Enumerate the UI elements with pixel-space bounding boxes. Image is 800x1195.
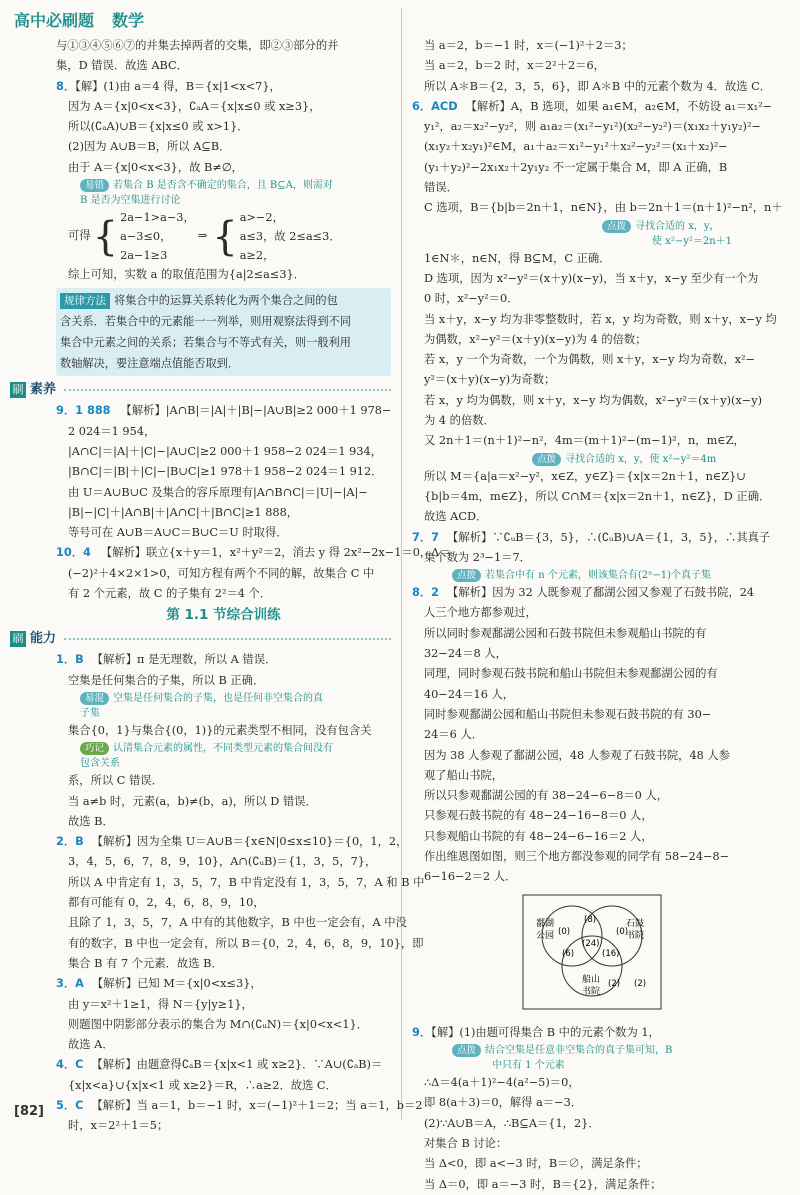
q2-line: 集合 B 有 7 个元素．故选 B． [68, 956, 223, 970]
q8-line: 24＝6 人． [424, 728, 484, 742]
venn-value-b: (0) [616, 926, 629, 937]
system-line: a−3≤0， [120, 230, 172, 244]
q6-line: 1∈N＊，n∈N，得 B⊆M，C 正确． [424, 251, 611, 265]
system-line: 2a−1>a−3， [120, 211, 195, 225]
q7-line: 集个数为 2³−1＝7． [424, 550, 531, 564]
q8-line: 所以只参观鄱湖公园的有 38−24−6−8＝0 人， [424, 789, 669, 803]
system-line: a≤3，故 2≤a≤3． [239, 230, 341, 244]
q8-line: 因为 38 人参观了鄱湖公园，48 人参观了石鼓书院，48 人参 [424, 748, 731, 762]
q1-line: 1．B 【解析】π 是无理数，所以 A 错误． [56, 653, 277, 667]
q4-line: {x|x<a}∪{x|x<1 或 x≥2}＝R，∴a≥2．故选 C． [68, 1078, 337, 1092]
venn-value-ac: (6) [562, 948, 575, 959]
q9-line: 9．1 888 【解析】|A∩B|＝|A|＋|B|−|A∪B|≥2 000＋1 978− [56, 404, 392, 418]
method-box: 规律方法 将集合中的运算关系转化为两个集合之间的包 含关系．若集合中的元素能一一列举，则用观察法得到不同 集合中元素之间的关系；若集合与不等式有关，则一般利用 数轴解决，要注意端点值能否取到． [56, 288, 391, 376]
q6-line: 又 2n＋1＝(n＋1)²−n²，4m＝(m＋1)²−(m−1)²，n，m∈Z， [424, 434, 745, 448]
q9-line: |A∩C|＝|A|＋|C|−|A∪C|≥2 000＋1 958−2 024＝1 934， [68, 444, 383, 458]
q2-line: 所以 A 中肯定有 1，3，5，7，B 中肯定没有 1，3，5，7，A 和 B 中 [68, 875, 425, 889]
q6-line: 所以 M＝{a|a＝x²−y²，x∈Z，y∈Z}＝{x|x＝2n＋1，n∈Z}∪ [424, 469, 746, 483]
page-header [14, 6, 144, 32]
q10-line: (−2)²＋4×2×1>0，可知方程有两个不同的解，故集合 C 中 [68, 566, 375, 580]
venn-value-bc: (16) [602, 948, 620, 959]
q4-line: 4．C 【解析】由题意得∁ₐB＝{x|x<1 或 x≥2}．∵A∪(∁ₐB)＝ [56, 1058, 383, 1072]
q6-line: 若 x，y 一个为奇数，一个为偶数，则 x＋y，x−y 均为奇数，x²− [424, 353, 755, 367]
q7-note: 点拨 若集合中有 n 个元素，则该集合有(2ⁿ−1)个真子集 [412, 568, 784, 583]
q9-line: 2 024＝1 954， [68, 424, 156, 438]
subject-title: 数学 [112, 10, 145, 30]
q10-line: 10．4 【解析】联立{x＋y＝1，x²＋y²＝2，消去 y 得 2x²−2x−1＝0，Δ＝ [56, 546, 451, 560]
q1-line: 集合{0，1}与集合{(0，1)}的元素类型不相同，没有包含关 [68, 723, 372, 737]
venn-label-a2: 公园 [536, 930, 555, 941]
q6-line: {b|b＝4m，m∈Z}，所以 C∩M＝{x|x＝2n＋1，n∈Z}，D 正确． [424, 489, 771, 503]
q5-continued-line: 所以 A＊B＝{2，3，5，6}，即 A＊B 中的元素个数为 4．故选 C． [424, 79, 772, 93]
question-number: 8． [56, 79, 76, 93]
q6-note: 点拨 寻找合适的 x，y， [412, 219, 784, 234]
method-tag: 规律方法 [60, 293, 110, 309]
q8-line: 人三个地方都参观过， [424, 606, 537, 620]
q8-line: 观了船山书院， [424, 768, 504, 782]
venn-value-abc: (24) [582, 938, 600, 949]
q8-line: 由于 A＝{x|0<x<3}，故 B≠∅， [68, 160, 243, 174]
q1-note: 包含关系 [80, 758, 120, 770]
brush-icon: 刷 [10, 631, 26, 647]
system-line: a>−2， [239, 211, 284, 225]
q8-line: 所以(∁ₐA)∪B＝{x|x≤0 或 x>1}． [68, 120, 249, 134]
q6-line: 0 时，x²−y²＝0． [424, 292, 519, 306]
venn-label-a1: 鄱湖 [536, 918, 555, 929]
q1-note: 易混 空集是任何集合的子集，也是任何非空集合的真 [56, 691, 391, 706]
inequality-system: 可得 { 2a−1>a−3， a−3≤0， 2a−1≥3 ⇒ { a>−2， a≤3，故 2≤a≤3． a≥2， [56, 208, 391, 265]
q6-line: (y₁＋y₂)²−2x₁x₂＋2y₁y₂ 不一定属于集合 M，即 A 正确，B [424, 160, 728, 174]
q9-line: |B∩C|＝|B|＋|C|−|B∪C|≥1 978＋1 958−2 024＝1 912． [68, 465, 383, 479]
q9-line: (2)∵A∪B＝A，∴B⊆A＝{1，2}． [424, 1116, 600, 1130]
system-prefix: 可得 [68, 229, 91, 243]
method-line: 数轴解决，要注意端点值能否取到． [60, 357, 240, 371]
q8-line: 同时参观鄱湖公园和船山书院但未参观石鼓书院的有 30− [424, 707, 712, 721]
q6-line: 故选 ACD． [424, 510, 488, 524]
intro-line: 集，D 错误．故选 ABC． [56, 59, 188, 73]
q6-line: y²＝(x＋y)(x−y)为奇数； [424, 373, 556, 387]
q8-line: 作出维恩图如图，则三个地方都没参观的同学有 58−24−8− [424, 849, 730, 863]
q3-line: 3．A 【解析】已知 M＝{x|0<x≤3}， [56, 977, 262, 991]
q8-note: B 是否为空集进行讨论 [80, 195, 181, 207]
left-column [12, 36, 451, 1137]
section-label: 素养 [30, 382, 57, 398]
q9-line: ∴Δ＝4(a＋1)²−4(a²−5)＝0， [424, 1076, 580, 1090]
method-line: 含关系．若集合中的元素能一一列举，则用观察法得到不同 [60, 315, 351, 329]
q1-line: 当 a≠b 时，元素(a，b)≠(b，a)，所以 D 错误． [68, 794, 317, 808]
q6-line: 当 x＋y，x−y 均为非零整数时，若 x，y 均为奇数，则 x＋y，x−y 均 [424, 312, 777, 326]
left-brace-icon: { [212, 213, 238, 260]
q6-line: D 选项，因为 x²−y²＝(x＋y)(x−y)，当 x＋y，x−y 至少有一个为 [424, 271, 759, 285]
book-title: 高中必刷题 [14, 10, 95, 30]
note-tag: 易错 [80, 179, 109, 192]
q6-note: 使 x²−y²＝2n＋1 [652, 235, 733, 247]
q3-line: 则题图中阴影部分表示的集合为 M∩(∁ᵤN)＝{x|0<x<1}． [68, 1017, 368, 1031]
q8-conclusion: 综上可知，实数 a 的取值范围为{a|2≤a≤3}． [68, 268, 306, 282]
q5-continued-line: 当 a＝2，b＝2 时，x＝2²＋2＝6， [424, 59, 605, 73]
q1-line: 空集是任何集合的子集，所以 B 正确． [68, 673, 265, 687]
q8-line: 只参观船山书院的有 48−24−6−16＝2 人， [424, 829, 653, 843]
q2-line: 且除了 1，3，5，7，A 中有的其他数字，B 中也一定会有，A 中没 [68, 916, 407, 930]
section-header [10, 379, 391, 401]
q9-line: 当 Δ<0，即 a<−3 时，B＝∅，满足条件； [424, 1157, 648, 1171]
q9-line: |B|−|C|＋|A∩B|＋|A∩C|＋|B∩C|≥1 888， [68, 505, 299, 519]
venn-diagram [522, 894, 662, 1010]
q8-line: 只参观石鼓书院的有 48−24−16−8＝0 人， [424, 809, 653, 823]
q9-note: 中只有 1 个元素 [492, 1060, 565, 1072]
q8-line: 40−24＝16 人， [424, 687, 515, 701]
q8-line: (2)因为 A∪B＝B，所以 A⊆B． [68, 140, 231, 154]
q8-line: 所以同时参观鄱湖公园和石鼓书院但未参观船山书院的有 [424, 626, 707, 640]
q6-line: 为偶数，x²−y²＝(x＋y)(x−y)为 4 的倍数； [424, 332, 647, 346]
q6-line: 6．ACD 【解析】A，B 选项，如果 a₁∈M，a₂∈M，不妨设 a₁＝x₁²− [412, 99, 773, 113]
venn-label-b2: 书院 [626, 930, 645, 941]
venn-label-c1: 船山 [582, 974, 601, 985]
q8-line: 32−24＝8 人， [424, 647, 507, 661]
intro-line: 与①③④⑤⑥⑦的并集去掉两者的交集，即②③部分的并 [56, 39, 339, 52]
q6-line: y₁²，a₂＝x₂²−y₂²，则 a₁a₂＝(x₁²−y₁²)(x₂²−y₂²)＝(x₁x₂＋y₁y₂)²− [424, 120, 761, 134]
page-number: [82] [14, 1104, 44, 1119]
q9-line: 9．【解】(1)由题可得集合 B 中的元素个数为 1， [412, 1025, 660, 1039]
q6-line: (x₁y₂＋x₂y₁)²∈M，a₁＋a₂＝x₁²−y₁²＋x₂²−y₂²＝(x₁＋x₂)²− [424, 140, 728, 154]
q10-line: 有 2 个元素，故 C 的子集有 2²＝4 个． [68, 587, 272, 601]
venn-value-a: (0) [558, 926, 571, 937]
section-label: 能力 [30, 631, 57, 647]
q9-line: 由 U＝A∪B∪C 及集合的容斥原理有|A∩B∩C|＝|U|−|A|− [68, 485, 368, 499]
q1-note: 巧记 认清集合元素的属性，不同类型元素的集合间没有 [56, 741, 391, 756]
q6-line: 错误． [424, 181, 458, 195]
q6-line: C 选项，B＝{b|b＝2n＋1，n∈N}，由 b＝2n＋1＝(n＋1)²−n²，n＋ [424, 201, 783, 215]
q8-line: 8．【解】(1)由 a＝4 得，B＝{x|1<x<7}， [56, 79, 281, 93]
q7-line: 7．7 【解析】∵∁ᵤB＝{3，5}，∴(∁ᵤB)∪A＝{1，3，5}，∴其真子 [412, 530, 771, 544]
q3-line: 故选 A． [68, 1038, 114, 1052]
q8-line: 同理，同时参观石鼓书院和船山书院但未参观鄱湖公园的有 [424, 667, 718, 681]
q9-line: 对集合 B 讨论： [424, 1137, 508, 1151]
q9-note: 点拨 结合空集是任意非空集合的真子集可知，B [412, 1043, 784, 1058]
q6-note: 点拨 寻找合适的 x，y，使 x²−y²＝4m [412, 452, 784, 467]
method-line: 集合中元素之间的关系；若集合与不等式有关，则一般利用 [60, 336, 351, 350]
q6-line: 若 x，y 均为偶数，则 x＋y，x−y 均为偶数，x²−y²＝(x＋y)(x−y) [424, 393, 763, 407]
q3-line: 由 y＝x²＋1≥1，得 N＝{y|y≥1}， [68, 997, 253, 1011]
q2-line: 3，4，5，6，7，8，9，10}，A∩(∁ᵤB)＝{1，3，5，7}， [68, 855, 377, 869]
system-line: a≥2， [239, 249, 275, 263]
q6-line: 为 4 的倍数． [424, 414, 495, 428]
brush-icon: 刷 [10, 382, 26, 398]
right-column [412, 36, 784, 1195]
q2-line: 都有可能有 0，2，4，6，8，9，10， [68, 896, 265, 910]
q2-line: 有的数字，B 中也一定会有，所以 B＝{0，2，4，6，8，9，10}，即 [68, 936, 424, 950]
q9-line: 当 Δ＝0，即 a＝−3 时，B＝{2}，满足条件； [424, 1177, 662, 1191]
venn-label-b1: 石鼓 [626, 918, 645, 929]
q9-line: 即 8(a＋3)＝0，解得 a＝−3． [424, 1096, 583, 1110]
venn-label-c2: 书院 [582, 986, 601, 997]
venn-value-outside: (2) [634, 978, 647, 989]
q1-line: 系，所以 C 错误． [68, 774, 163, 788]
venn-value-c: (2) [608, 978, 621, 989]
q5-line: 时，x＝2²＋1＝5； [68, 1119, 169, 1133]
q5-line: 5．C 【解析】当 a＝1，b＝−1 时，x＝(−1)²＋1＝2；当 a＝1，b＝2 [56, 1098, 423, 1112]
q1-note: 子集 [80, 707, 100, 719]
section-header [10, 628, 391, 650]
q8-line: 8．2 【解析】因为 32 人既参观了鄱湖公园又参观了石鼓书院，24 [412, 586, 755, 600]
q8-line: 因为 A＝{x|0<x<3}，∁ₐA＝{x|x≤0 或 x≥3}， [68, 99, 321, 113]
left-brace-icon: { [92, 213, 119, 260]
q2-line: 2．B 【解析】因为全集 U＝A∪B＝{x∈N|0≤x≤10}＝{0，1，2， [56, 835, 408, 849]
q1-line: 故选 B． [68, 814, 114, 828]
q8-line: 6−16−2＝2 人． [424, 870, 517, 884]
q9-line: 等号可在 A∪B＝A∪C＝B∪C＝U 时取得． [68, 526, 288, 540]
q8-note: 易错 若集合 B 是否含不确定的集合，且 B⊆A，则需对 [56, 178, 391, 193]
system-line: 2a−1≥3 [120, 249, 168, 263]
section-subheading: 第 1.1 节综合训练 [166, 607, 281, 624]
venn-value-ab: (8) [584, 914, 597, 925]
q5-continued-line: 当 a＝2，b＝−1 时，x＝(−1)²＋2＝3； [424, 39, 633, 52]
